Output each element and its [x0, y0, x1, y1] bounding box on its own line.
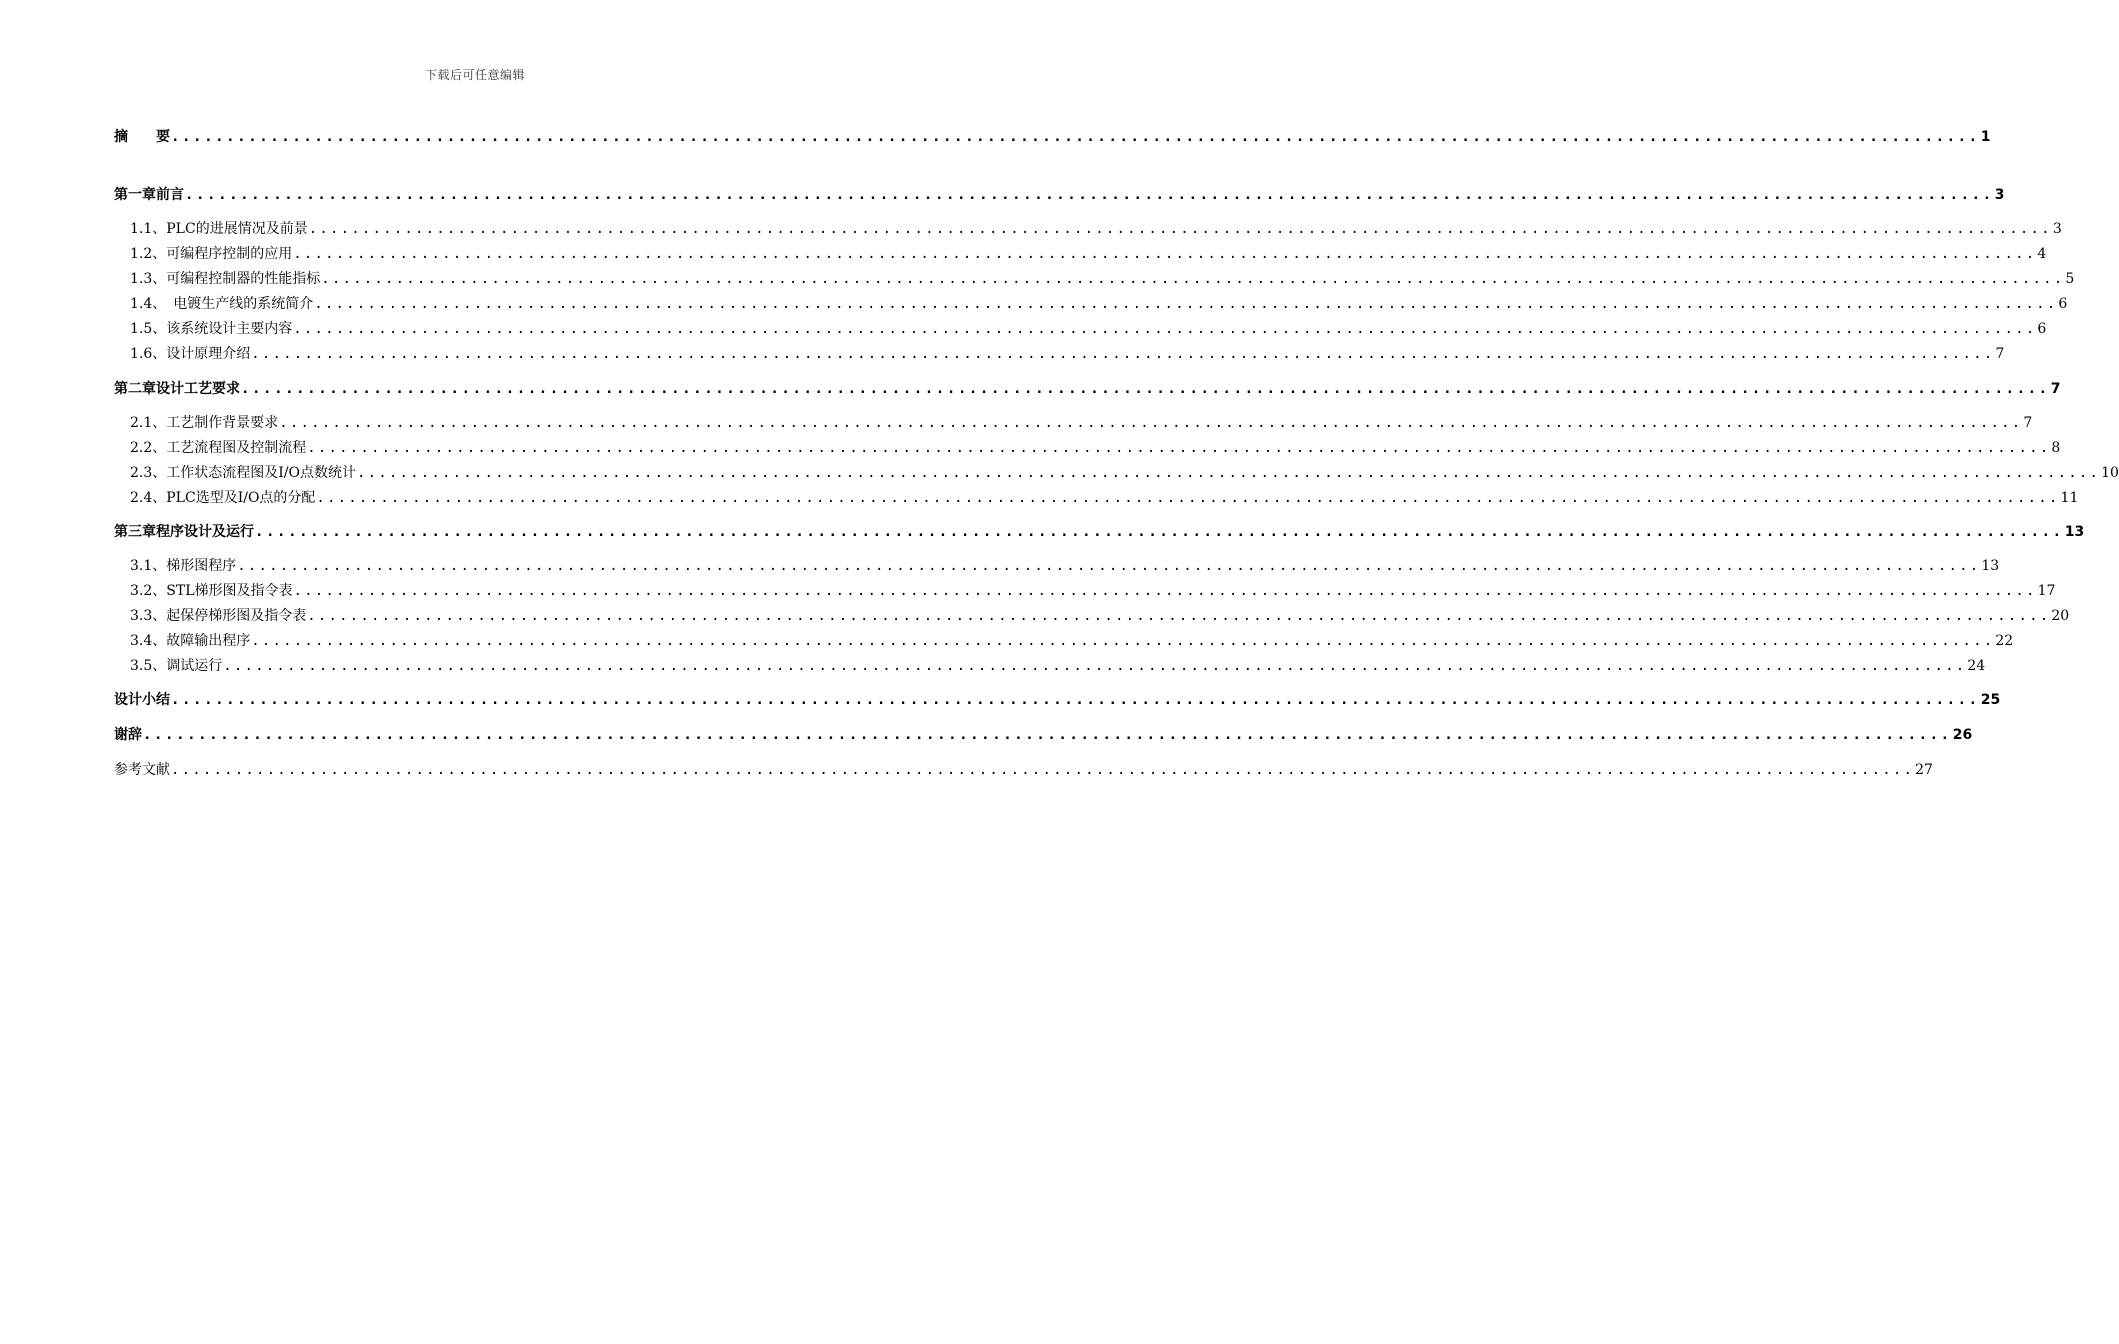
- toc-entry-title: 2.3、工作状态流程图及I/O点数统计: [130, 465, 356, 481]
- toc-page-number: 8: [2051, 440, 2061, 456]
- toc-entry-title: 1.1、PLC的进展情况及前景: [130, 221, 308, 237]
- toc-page-number: 1: [1980, 129, 1991, 145]
- toc-entry-title: 2.4、PLC选型及I/O点的分配: [130, 490, 316, 506]
- toc-dot-leader: ....................................................................................................................................................................: [307, 608, 2051, 624]
- toc-dot-leader: ....................................................................................................................................................................: [293, 583, 2037, 599]
- toc-page-number: 13: [2064, 524, 2085, 540]
- toc-entry-title: 1.3、可编程控制器的性能指标: [130, 271, 321, 287]
- toc-dot-leader: ....................................................................................................................................................................: [223, 658, 1967, 674]
- toc-page-number: 22: [1995, 633, 2014, 649]
- toc-entry-2-4[interactable]: [130, 489, 2079, 507]
- toc-page-number: 25: [1980, 692, 2001, 708]
- toc-entry-1-2[interactable]: [130, 245, 2047, 263]
- toc-page-number: 26: [1952, 727, 1973, 743]
- toc-entry-title: 摘 要: [114, 129, 170, 145]
- toc-entry-title: 参考文献: [114, 762, 170, 778]
- toc-entry-title: 3.5、调试运行: [130, 658, 223, 674]
- toc-entry-3-4[interactable]: [130, 632, 2014, 650]
- toc-entry-chapter-2[interactable]: [114, 380, 2061, 398]
- toc-entry-title: 1.6、设计原理介绍: [130, 346, 251, 362]
- toc-dot-leader: ....................................................................................................................................................................: [307, 440, 2051, 456]
- toc-page-number: 11: [2060, 490, 2079, 506]
- toc-dot-leader: ....................................................................................................................................................................: [357, 465, 2101, 481]
- toc-entry-title: 3.4、故障输出程序: [130, 633, 251, 649]
- toc-dot-leader: ....................................................................................................................................................................: [241, 381, 2050, 397]
- toc-entry-title: 1.2、可编程序控制的应用: [130, 246, 293, 262]
- toc-dot-leader: ....................................................................................................................................................................: [237, 558, 1981, 574]
- toc-entry-title: 3.1、梯形图程序: [130, 558, 237, 574]
- toc-entry-title: 3.2、STL梯形图及指令表: [130, 583, 293, 599]
- toc-entry-1-5[interactable]: [130, 320, 2047, 338]
- toc-entry-chapter-1[interactable]: [114, 186, 2005, 204]
- toc-dot-leader: ....................................................................................................................................................................: [314, 296, 2058, 312]
- toc-dot-leader: ....................................................................................................................................................................: [171, 692, 1980, 708]
- toc-entry-abstract[interactable]: [114, 128, 1991, 146]
- toc-entry-title: 1.5、该系统设计主要内容: [130, 321, 293, 337]
- toc-entry-1-1[interactable]: [130, 220, 2062, 238]
- toc-page-number: 6: [2058, 296, 2068, 312]
- toc-entry-3-5[interactable]: [130, 657, 1986, 675]
- toc-page-number: 27: [1915, 762, 1933, 778]
- toc-entry-3-2[interactable]: [130, 582, 2056, 600]
- toc-dot-leader: ....................................................................................................................................................................: [255, 524, 2064, 540]
- toc-entry-2-2[interactable]: [130, 439, 2061, 457]
- toc-page-number: 5: [2065, 271, 2075, 287]
- toc-dot-leader: ....................................................................................................................................................................: [316, 490, 2060, 506]
- toc-entry-title: 第二章设计工艺要求: [114, 381, 240, 397]
- toc-entry-chapter-3[interactable]: [114, 523, 2085, 541]
- toc-page-number: 10: [2101, 465, 2119, 481]
- toc-entry-title: 1.4、 电镀生产线的系统简介: [130, 296, 314, 312]
- toc-dot-leader: ....................................................................................................................................................................: [279, 415, 2023, 431]
- toc-entry-2-3[interactable]: [130, 464, 2119, 482]
- toc-dot-leader: ....................................................................................................................................................................: [171, 129, 1980, 145]
- toc-dot-leader: ....................................................................................................................................................................: [143, 727, 1952, 743]
- toc-entry-1-3[interactable]: [130, 270, 2075, 288]
- toc-page-number: 7: [1995, 346, 2005, 362]
- toc-entry-title: 第三章程序设计及运行: [114, 524, 254, 540]
- toc-dot-leader: ....................................................................................................................................................................: [308, 221, 2052, 237]
- toc-dot-leader: ....................................................................................................................................................................: [293, 246, 2037, 262]
- toc-entry-3-3[interactable]: [130, 607, 2070, 625]
- toc-entry-1-6[interactable]: [130, 345, 2005, 363]
- toc-page-number: 7: [2023, 415, 2033, 431]
- toc-entry-acknowledgements[interactable]: [114, 726, 1973, 744]
- toc-page-number: 7: [2050, 381, 2061, 397]
- toc-page-number: 4: [2037, 246, 2047, 262]
- toc-entry-title: 3.3、起保停梯形图及指令表: [130, 608, 307, 624]
- toc-page-number: 24: [1967, 658, 1986, 674]
- toc-page-number: 3: [1994, 187, 2005, 203]
- toc-page-number: 17: [2037, 583, 2056, 599]
- toc-entry-3-1[interactable]: [130, 557, 2000, 575]
- toc-page-number: 6: [2037, 321, 2047, 337]
- toc-dot-leader: ....................................................................................................................................................................: [185, 187, 1994, 203]
- toc-entry-references[interactable]: [114, 761, 1933, 779]
- toc-dot-leader: ....................................................................................................................................................................: [251, 633, 1995, 649]
- toc-entry-1-4[interactable]: [130, 295, 2068, 313]
- toc-dot-leader: ....................................................................................................................................................................: [321, 271, 2065, 287]
- toc-page-number: 20: [2051, 608, 2070, 624]
- toc-entry-title: 2.1、工艺制作背景要求: [130, 415, 279, 431]
- page-header: 下载后可任意编辑: [424, 68, 525, 82]
- toc-entry-title: 谢辞: [114, 727, 142, 743]
- toc-entry-design-summary[interactable]: [114, 691, 2001, 709]
- toc-entry-2-1[interactable]: [130, 414, 2033, 432]
- toc-dot-leader: ....................................................................................................................................................................: [293, 321, 2037, 337]
- toc-entry-title: 第一章前言: [114, 187, 184, 203]
- toc-page-number: 13: [1981, 558, 2000, 574]
- toc-dot-leader: ....................................................................................................................................................................: [251, 346, 1995, 362]
- toc-page-number: 3: [2052, 221, 2062, 237]
- toc-entry-title: 设计小结: [114, 692, 170, 708]
- toc-dot-leader: ....................................................................................................................................................................: [171, 762, 1915, 778]
- toc-entry-title: 2.2、工艺流程图及控制流程: [130, 440, 307, 456]
